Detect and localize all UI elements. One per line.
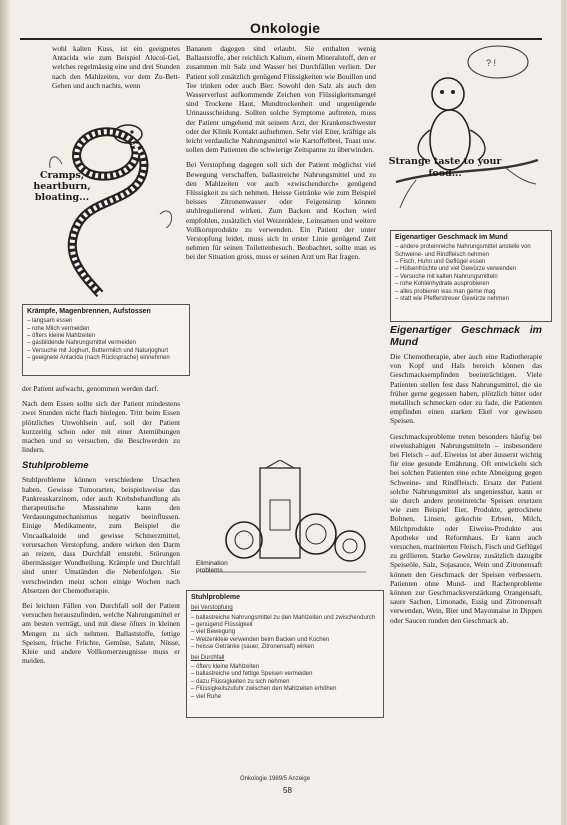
- svg-text:? !: ? !: [486, 58, 497, 68]
- page-edge: [561, 0, 567, 825]
- list-item: – öfters kleine Mahlzeiten: [191, 664, 379, 671]
- paragraph: Bei Verstopfung dagegen soll sich der Patient möglichst viel Bewegung verschaffen, ballastreiche Nahrungsmittel und zu den Mahlzeiten vor auch »zwischendurch« genügend Flüssigkeit zu sich nehmen. Heisse Getränke wie zum Beispiel heisses Zitronenwasser oder Feigensirup können stuhlregulierend wirken. Zum Backen und Kochen wird empfohlen, zusätzlich viel Weizenkleie, Leinsamen und weitere Vollkornprodukte zu verwenden. Ein Patient der unter Verstopfung leidet, muss sich in erster Linie genügend Zeit nehmen für seinen Toilettenbesuch. Beobachtet, sollte man es bei der Situation gross, muss er seinen Arzt um Rat fragen.: [186, 160, 376, 262]
- illustration-snake: [22, 104, 186, 302]
- tip-box-title: Krämpfe, Magenbrennen, Aufstossen: [27, 308, 151, 315]
- paragraph: wohl kalten Kuss, ist ein geeignetes Antacida wie zum Beispiel Alucol-Gel, welches regelmässig eine und drei Stunden nach den Mahlzeiten, vor dem Zu-Bett-Gehen und auch nachts, wenn: [52, 44, 180, 90]
- list-item: – langsam essen: [27, 318, 185, 325]
- list-item: – andere proteinreiche Nahrungsmittel anstelle von Schweine- und Rindfleisch nehmen: [395, 244, 547, 259]
- list-item: – viel Ruhe: [191, 694, 379, 701]
- page-number: 58: [283, 786, 292, 795]
- list-item: – Weizenkleie verwenden beim Backen und Kochen: [191, 637, 379, 644]
- tip-list: [395, 244, 547, 303]
- tip-box-taste: [390, 230, 552, 322]
- illustration-monkey: [386, 42, 546, 228]
- list-item: – ballastreiche Nahrungsmittel zu den Mahlzeiten und zwischendurch: [191, 615, 379, 622]
- tip-box-title: Eigenartiger Geschmack im Mund: [395, 234, 508, 241]
- list-item: – rohe Kohlenhydrate ausprobieren: [395, 281, 547, 288]
- list-item: – dazu Flüssigkeiten zu sich nehmen: [191, 679, 379, 686]
- illustration-lions: [190, 460, 374, 584]
- paragraph: Geschmacksprobleme treten besonders häufig bei eiweisshaltigen Nahrungsmitteln – insbesondere bei Fleisch – auf. Eiweiss ist aber äusserst wichtig für eine gesunde Ernährung. Oft entwickeln sich bei solchen Patienten eine echte Abneigung gegen Schweine- und Rindfleisch. Ersatz der Patient solche Nahrungsmittel als ungeniessbar, kann er sie durch andere proteinreiche Speisen ersetzen wie zum Beispiel Eier, Produkte, getrocknete Bohnen, Linsen, gekochte Erbsen, Milch, Milchprodukte oder Eiweiss-Produkte aus Apotheke und Reformhaus. Er kann auch versuchen, marinierten Fleisch, Fisch und Geflügel zu grillieren. Starke Gewürze, zusätzlich dazugibt Speiseöle, Salz, Sojasauce, Wein und Zitronensaft können den Geschmack der Speisen verbessern. Patienten ohne Mund- und Rachenprobleme können zur Geschmacksverstärkung Orangensaft, saure Sachen, Limonade, Essig und Zitronensaft verwenden, Wein, Bier und Mayonnaise in Dippen oder Saucen runden den Geschmack ab.: [390, 431, 542, 625]
- list-item: – Flüssigkeitszufuhr zwischen den Mahlzeiten erhöhen: [191, 686, 379, 693]
- illustration-caption: Strange taste to your food...: [388, 156, 502, 179]
- paragraph: Bananen dagegen sind erlaubt. Sie enthalten wenig Ballaststoffe, aber reichlich Kalium, einem Mineralstoff, den er zusammen mit Salz und Wasser bei Durchfällen verliert. Der Patient soll zusätzlich genügend Flüssigkeiten wie Bouillon und Tee trinken oder auch Bier. Sowohl den Salz als auch den Wasserverlust aufkommende Zeichen von Flüssigkeitsmangel sind Trockene Haut, Mundtrockenheit und ungenügende Urinausscheidung. Sollten solche Symptome auftreten, muss der Patient umgehend mit seinem Arzt, der Krankenschwester oder der Klinik Kontakt aufnehmen. Sehr viel Eiter, kräftige als leicht verdauliche Nahrungsmittel wie Kartoffelbrei, Toast usw. sollen dem Patienten die schwierige Zeitspanne zu überwinden.: [186, 44, 376, 155]
- list-item: – ballastreiche und fettige Speisen vermeiden: [191, 671, 379, 678]
- list-item: – gasbildende Nahrungsmittel vermeiden: [27, 340, 185, 347]
- list-item: – Hülsenfrüchte und viel Gewürze verwenden: [395, 266, 547, 273]
- illustration-caption: Cramps, heartburn, bloating...: [33, 170, 91, 203]
- section-title: Onkologie: [250, 20, 321, 36]
- list-item: – Versuche mit kalten Nahrungsmitteln: [395, 274, 547, 281]
- tip-box-cramps: [22, 304, 190, 376]
- list-item: – genügend Flüssigkeit: [191, 622, 379, 629]
- binding-shadow: [0, 0, 10, 825]
- tip-subheading: bei Durchfall: [191, 654, 225, 661]
- list-item: – geeignete Antacida (nach Rücksprache) einnehmen: [27, 355, 185, 362]
- column-2-top: [186, 44, 376, 452]
- column-1-bottom: [22, 384, 180, 772]
- paragraph: der Patient aufwacht, genommen werden darf.: [22, 384, 159, 393]
- list-item: – alles probieren was man gerne mag: [395, 289, 547, 296]
- subheading: Eigenartiger Geschmack im Mund: [390, 324, 542, 348]
- list-item: – Versuche mit Joghurt, Buttermilch und Naturjoghurt: [27, 348, 185, 355]
- column-1-top: [52, 44, 180, 100]
- tip-subheading: bei Verstopfung: [191, 605, 233, 612]
- illustration-caption: Elimination problems: [196, 560, 228, 574]
- paragraph: Stuhlprobleme können verschiedene Ursachen haben. Gewisse Tumorarten, beispielsweise das Pankreaskarzinom, oder auch Krebsbehandlung als therapeutische Massnahme kann den Verdauungsmechanismus negativ beeinflussen. Einige Medikamente, zum Beispiel die Vincaalkaloide und gewisse Schmerzmittel, verursachen Verstopfung, andere wirken den Darm an reizen, dass Durchfall entsteht. Störungen übermässiger Wundheilung, Krämpfe und Durchfall sind unter Umständen die Nebenfolgen. Sie verschwinden meist schon einige Wochen nach Absetzen der Chemotherapie.: [22, 475, 180, 595]
- tip-box-title: Stuhlprobleme: [191, 594, 241, 601]
- tip-list: [191, 615, 379, 652]
- paragraph: Die Chemotherapie, aber auch eine Radiotherapie von Kopf und Hals bereich können das Geschmacksempfinden beeinträchtigen. Viele Patienten stellen fest dass Nahrungsmittel, die sie früher gerne gegessen haben, plötzlich bitter oder metallisch schmecken oder zu fade, die Patienten empfinden einen starken Ekel vor gewissen Speisen.: [390, 352, 542, 426]
- list-item: – Fisch, Huhn und Geflügel essen: [395, 259, 547, 266]
- journal-footer: Onkologie 1989/5 Anzeige: [240, 776, 311, 782]
- list-item: – statt wie Pfefferstreuer Gewürze nehmen: [395, 296, 547, 303]
- paragraph: Bei leichten Fällen von Durchfall soll der Patient versuchen herauszufinden, welche Nahrungsmittel er am besten verträgt, und mit diese öfters in kleinen Mengen zu sich nehmen. Ballaststoffe, fettige Speisen, frische Früchte, Gemüse, Salate, Nüsse, Kleie und andere Vollkornerzeugnisse muss er meiden.: [22, 601, 180, 666]
- column-3-body: [390, 322, 542, 772]
- list-item: – öfters kleine Mahlzeiten: [27, 333, 185, 340]
- tip-box-stool: [186, 590, 384, 718]
- list-item: – heisse Getränke (sauer, Zitronensaft) wirken: [191, 644, 379, 651]
- page-header: [20, 20, 542, 40]
- list-item: – rohe Milch vermeiden: [27, 326, 185, 333]
- monkey-drawing: [386, 42, 546, 228]
- tip-list: [191, 664, 379, 701]
- subheading: Stuhlprobleme: [22, 460, 89, 472]
- tip-list: [27, 318, 185, 362]
- paragraph: Nach dem Essen sollte sich der Patient mindestens zwei Stunden nicht flach hinlegen. Tritt beim Essen plötzliches Unwohlsein auf, soll der Patient kurzzeitig schon oder mit einer Atemübungen machen und so versuchen, die Beschwerden zu lindern.: [22, 399, 180, 455]
- list-item: – viel Bewegung: [191, 629, 379, 636]
- snake-drawing: [22, 104, 186, 302]
